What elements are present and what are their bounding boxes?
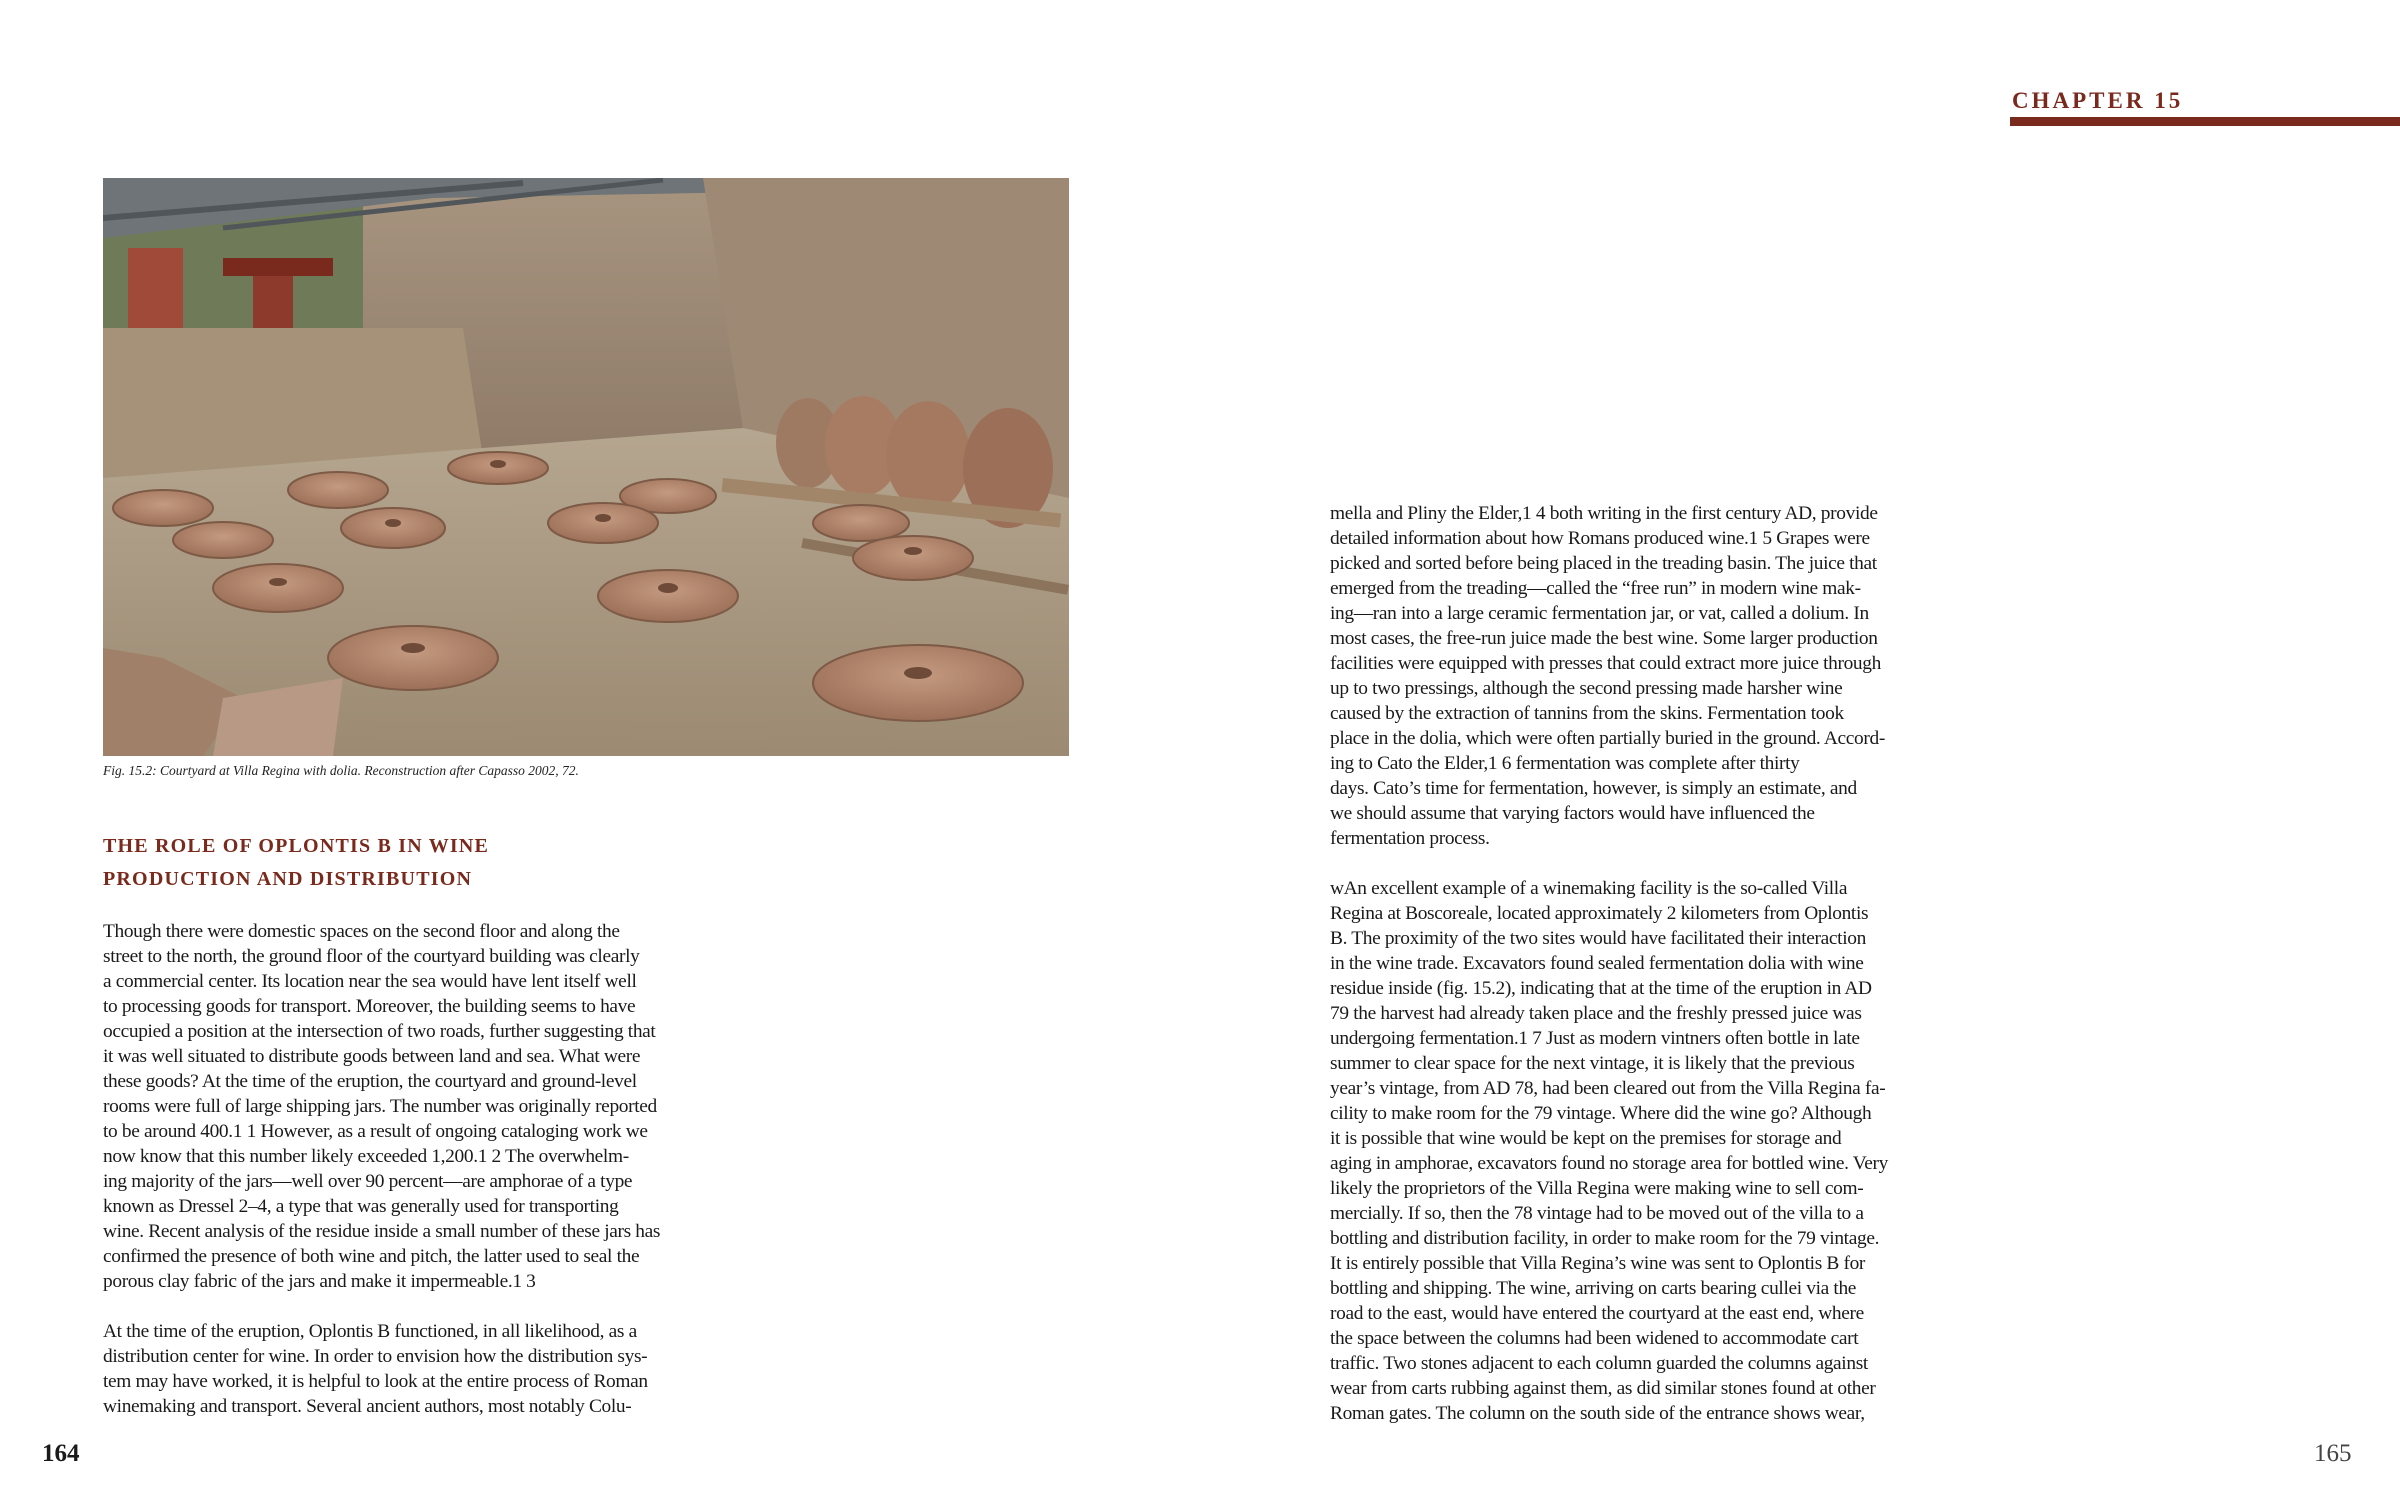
text-line: tem may have worked, it is helpful to look at the entire process of Roman: [103, 1371, 648, 1392]
text-line: At the time of the eruption, Oplontis B functioned, in all likelihood, as a: [103, 1321, 637, 1342]
text-line: wear from carts rubbing against them, as did similar stones found at other: [1330, 1378, 1876, 1399]
text-line: mella and Pliny the Elder,1 4 both writing in the first century AD, provide: [1330, 503, 1878, 524]
text-line: occupied a position at the intersection of two roads, further suggesting that: [103, 1021, 656, 1042]
text-line: caused by the extraction of tannins from the skins. Fermentation took: [1330, 703, 1844, 724]
text-line: rooms were full of large shipping jars. The number was originally reported: [103, 1096, 657, 1117]
text-line: it was well situated to distribute goods between land and sea. What were: [103, 1046, 641, 1067]
section-heading: [103, 830, 489, 896]
chapter-header: [2010, 88, 2400, 128]
section-heading-line: PRODUCTION AND DISTRIBUTION: [103, 868, 473, 890]
text-line: Regina at Boscoreale, located approximately 2 kilometers from Oplontis: [1330, 903, 1869, 924]
chapter-label: CHAPTER 15: [2012, 88, 2184, 113]
text-line: a commercial center. Its location near the sea would have lent itself well: [103, 971, 637, 992]
text-line: facilities were equipped with presses that could extract more juice through: [1330, 653, 1881, 674]
text-line: ing to Cato the Elder,1 6 fermentation was complete after thirty: [1330, 753, 1800, 774]
text-line: residue inside (fig. 15.2), indicating that at the time of the eruption in AD: [1330, 978, 1872, 999]
text-line: winemaking and transport. Several ancient authors, most notably Colu-: [103, 1396, 632, 1417]
paragraph-gap: [103, 1294, 743, 1319]
text-line: we should assume that varying factors would have influenced the: [1330, 803, 1815, 824]
courtyard-photo: [103, 178, 1069, 756]
text-line: now know that this number likely exceeded 1,200.1 2 The overwhelm-: [103, 1146, 629, 1167]
text-line: ing majority of the jars—well over 90 percent—are amphorae of a type: [103, 1171, 633, 1192]
text-line: wine. Recent analysis of the residue inside a small number of these jars has: [103, 1221, 661, 1242]
text-line: mercially. If so, then the 78 vintage had to be moved out of the villa to a: [1330, 1203, 1864, 1224]
text-line: aging in amphorae, excavators found no storage area for bottled wine. Very: [1330, 1153, 1888, 1174]
figure-caption: Fig. 15.2: Courtyard at Villa Regina with dolia. Reconstruction after Capasso 2002, 72.: [103, 763, 579, 778]
paragraph-gap: [1330, 851, 1970, 876]
text-line: Roman gates. The column on the south side of the entrance shows wear,: [1330, 1403, 1865, 1424]
text-line: days. Cato’s time for fermentation, however, is simply an estimate, and: [1330, 778, 1857, 799]
text-line: it is possible that wine would be kept on the premises for storage and: [1330, 1128, 1842, 1149]
text-line: to processing goods for transport. Moreover, the building seems to have: [103, 996, 636, 1017]
section-heading-line: THE ROLE OF OPLONTIS B IN WINE: [103, 835, 490, 857]
page-number-left: 164: [42, 1440, 80, 1467]
text-line: likely the proprietors of the Villa Regina were making wine to sell com-: [1330, 1178, 1864, 1199]
text-line: most cases, the free-run juice made the best wine. Some larger production: [1330, 628, 1878, 649]
text-line: traffic. Two stones adjacent to each column guarded the columns against: [1330, 1353, 1868, 1374]
text-line: known as Dressel 2–4, a type that was generally used for transporting: [103, 1196, 619, 1217]
text-line: emerged from the treading—called the “free run” in modern wine mak-: [1330, 578, 1861, 599]
text-line: distribution center for wine. In order to envision how the distribution sys-: [103, 1346, 648, 1367]
text-line: up to two pressings, although the second pressing made harsher wine: [1330, 678, 1843, 699]
text-line: cility to make room for the 79 vintage. Where did the wine go? Although: [1330, 1103, 1872, 1124]
text-line: bottling and distribution facility, in order to make room for the 79 vintage.: [1330, 1228, 1880, 1249]
chapter-rule: [2010, 117, 2400, 126]
text-line: 79 the harvest had already taken place and the freshly pressed juice was: [1330, 1003, 1862, 1024]
left-column-text: [103, 919, 743, 1419]
text-line: ing—ran into a large ceramic fermentation jar, or vat, called a dolium. In: [1330, 603, 1869, 624]
text-line: picked and sorted before being placed in the treading basin. The juice that: [1330, 553, 1877, 574]
text-line: the space between the columns had been widened to accommodate cart: [1330, 1328, 1859, 1349]
text-line: road to the east, would have entered the courtyard at the east end, where: [1330, 1303, 1864, 1324]
text-line: confirmed the presence of both wine and pitch, the latter used to seal the: [103, 1246, 640, 1267]
right-column-text: [1330, 501, 1970, 1426]
text-line: wAn excellent example of a winemaking facility is the so-called Villa: [1330, 878, 1848, 899]
text-line: to be around 400.1 1 However, as a result of ongoing cataloging work we: [103, 1121, 648, 1142]
text-line: porous clay fabric of the jars and make it impermeable.1 3: [103, 1271, 536, 1292]
text-line: in the wine trade. Excavators found sealed fermentation dolia with wine: [1330, 953, 1864, 974]
text-line: street to the north, the ground floor of the courtyard building was clearly: [103, 946, 640, 967]
text-line: detailed information about how Romans produced wine.1 5 Grapes were: [1330, 528, 1870, 549]
text-line: these goods? At the time of the eruption, the courtyard and ground-level: [103, 1071, 637, 1092]
text-line: fermentation process.: [1330, 828, 1490, 849]
page-number-right: 165: [2314, 1440, 2352, 1467]
text-line: year’s vintage, from AD 78, had been cleared out from the Villa Regina fa-: [1330, 1078, 1886, 1099]
text-line: Though there were domestic spaces on the second floor and along the: [103, 921, 620, 942]
text-line: summer to clear space for the next vintage, it is likely that the previous: [1330, 1053, 1855, 1074]
text-line: place in the dolia, which were often partially buried in the ground. Accord-: [1330, 728, 1885, 749]
text-line: bottling and shipping. The wine, arriving on carts bearing cullei via the: [1330, 1278, 1857, 1299]
text-line: undergoing fermentation.1 7 Just as modern vintners often bottle in late: [1330, 1028, 1860, 1049]
text-line: It is entirely possible that Villa Regina’s wine was sent to Oplontis B for: [1330, 1253, 1866, 1274]
text-line: B. The proximity of the two sites would have facilitated their interaction: [1330, 928, 1866, 949]
